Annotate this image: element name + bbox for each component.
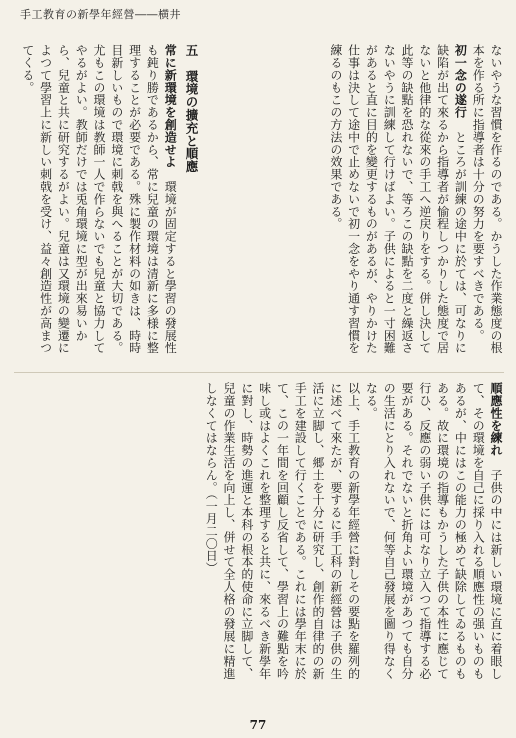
paragraph-habit: ないやうな習慣を作るのである。かうした作業態度の根本を作る所に指導者は十分の努力を要すべきである。 xyxy=(471,44,503,354)
upper-text-block xyxy=(202,44,504,364)
heading-initial-resolve: 初一念の遂行 xyxy=(453,44,468,119)
paragraph-conclusion: 以上、手工教育の新學年經營に對しその要點を羅列的に述べて來たが、要するに手工科の新經營は子供の生活に立脚し、郷土を十分に研究し、創作的自律的の新手工を建設して行くことである。これには學年末に於て、この一年間を回顧し反省して、學習上の難點を吟味し或はよくこれを整理すると共に、來るべき新學年に對し、時勢の進運と本科の根本的使命に立脚して、兒童の作業生活を向上し、併せて全人格の發展に精進しなくてはならん。（一月二〇日） xyxy=(204,382,361,680)
page-number: 77 xyxy=(249,718,267,732)
band-divider xyxy=(14,372,504,373)
paragraph-adaptability xyxy=(362,382,504,687)
heading-adaptability: 順應性を練れ xyxy=(489,382,503,457)
paragraph-initial-resolve xyxy=(326,44,468,364)
text-new-environment: 環境が固定すると學習の發展性も鈍り勝であるから、常に兒童の環境は清新に多様に整理することが必要である。殊に製作材料の如きは、時時目新しいもので環境に刺戟を與へることが大切である。尤もこの環境は教師一人で作らないでも兒童と協力してやるがよい。教師だけでは兎角環境に型が出來易いから、兒童と共に研究するがよい。兒童は又環境の變遷によつて學習上に新しい刺戟を受け、益々創造性が高まつてくる。 xyxy=(20,44,178,355)
section-5-title: 五 環境の擴充と順應 xyxy=(184,44,199,173)
heading-new-environment: 常に新環境を創造せよ xyxy=(163,44,178,168)
text-initial-resolve: ところが訓練の途中に於ては、可なりに缺陷が出て來るから指導者が愉程しつかりした態度で居ないと他律的な從來の手工へ逆戻りをする。併し決して此等の缺點を恐れないで、等ろこの缺點を二度と繰返さないやうに訓練して行けばよい。子供によると一寸困難があると直に目的を變更するものがあるが、やりかけた仕事は決して途中で止めないで初一念をやり通す習慣を練るのもこの方法の效果である。 xyxy=(328,44,468,355)
text-adaptability: 子供の中には新しい環境に直に着眼して、その環境を自己に採り入れる順應性の强いものもあるが、中にはこの能力の極めて缺除してゐるものもある。故に環境の指導もかうした子供の本性に應じて行ひ、反應の弱い子供には可なり立入つて指導する必要がある。それでないと折角よい環境があつても自分の生活にとり入れないで、何等自己發展を圖り得なくなる。 xyxy=(364,382,503,680)
running-header: 手工教育の新學年經營――横井 xyxy=(20,8,181,21)
lower-text-block xyxy=(14,382,504,687)
paragraph-new-environment xyxy=(18,44,178,364)
section-5-block xyxy=(14,44,200,364)
